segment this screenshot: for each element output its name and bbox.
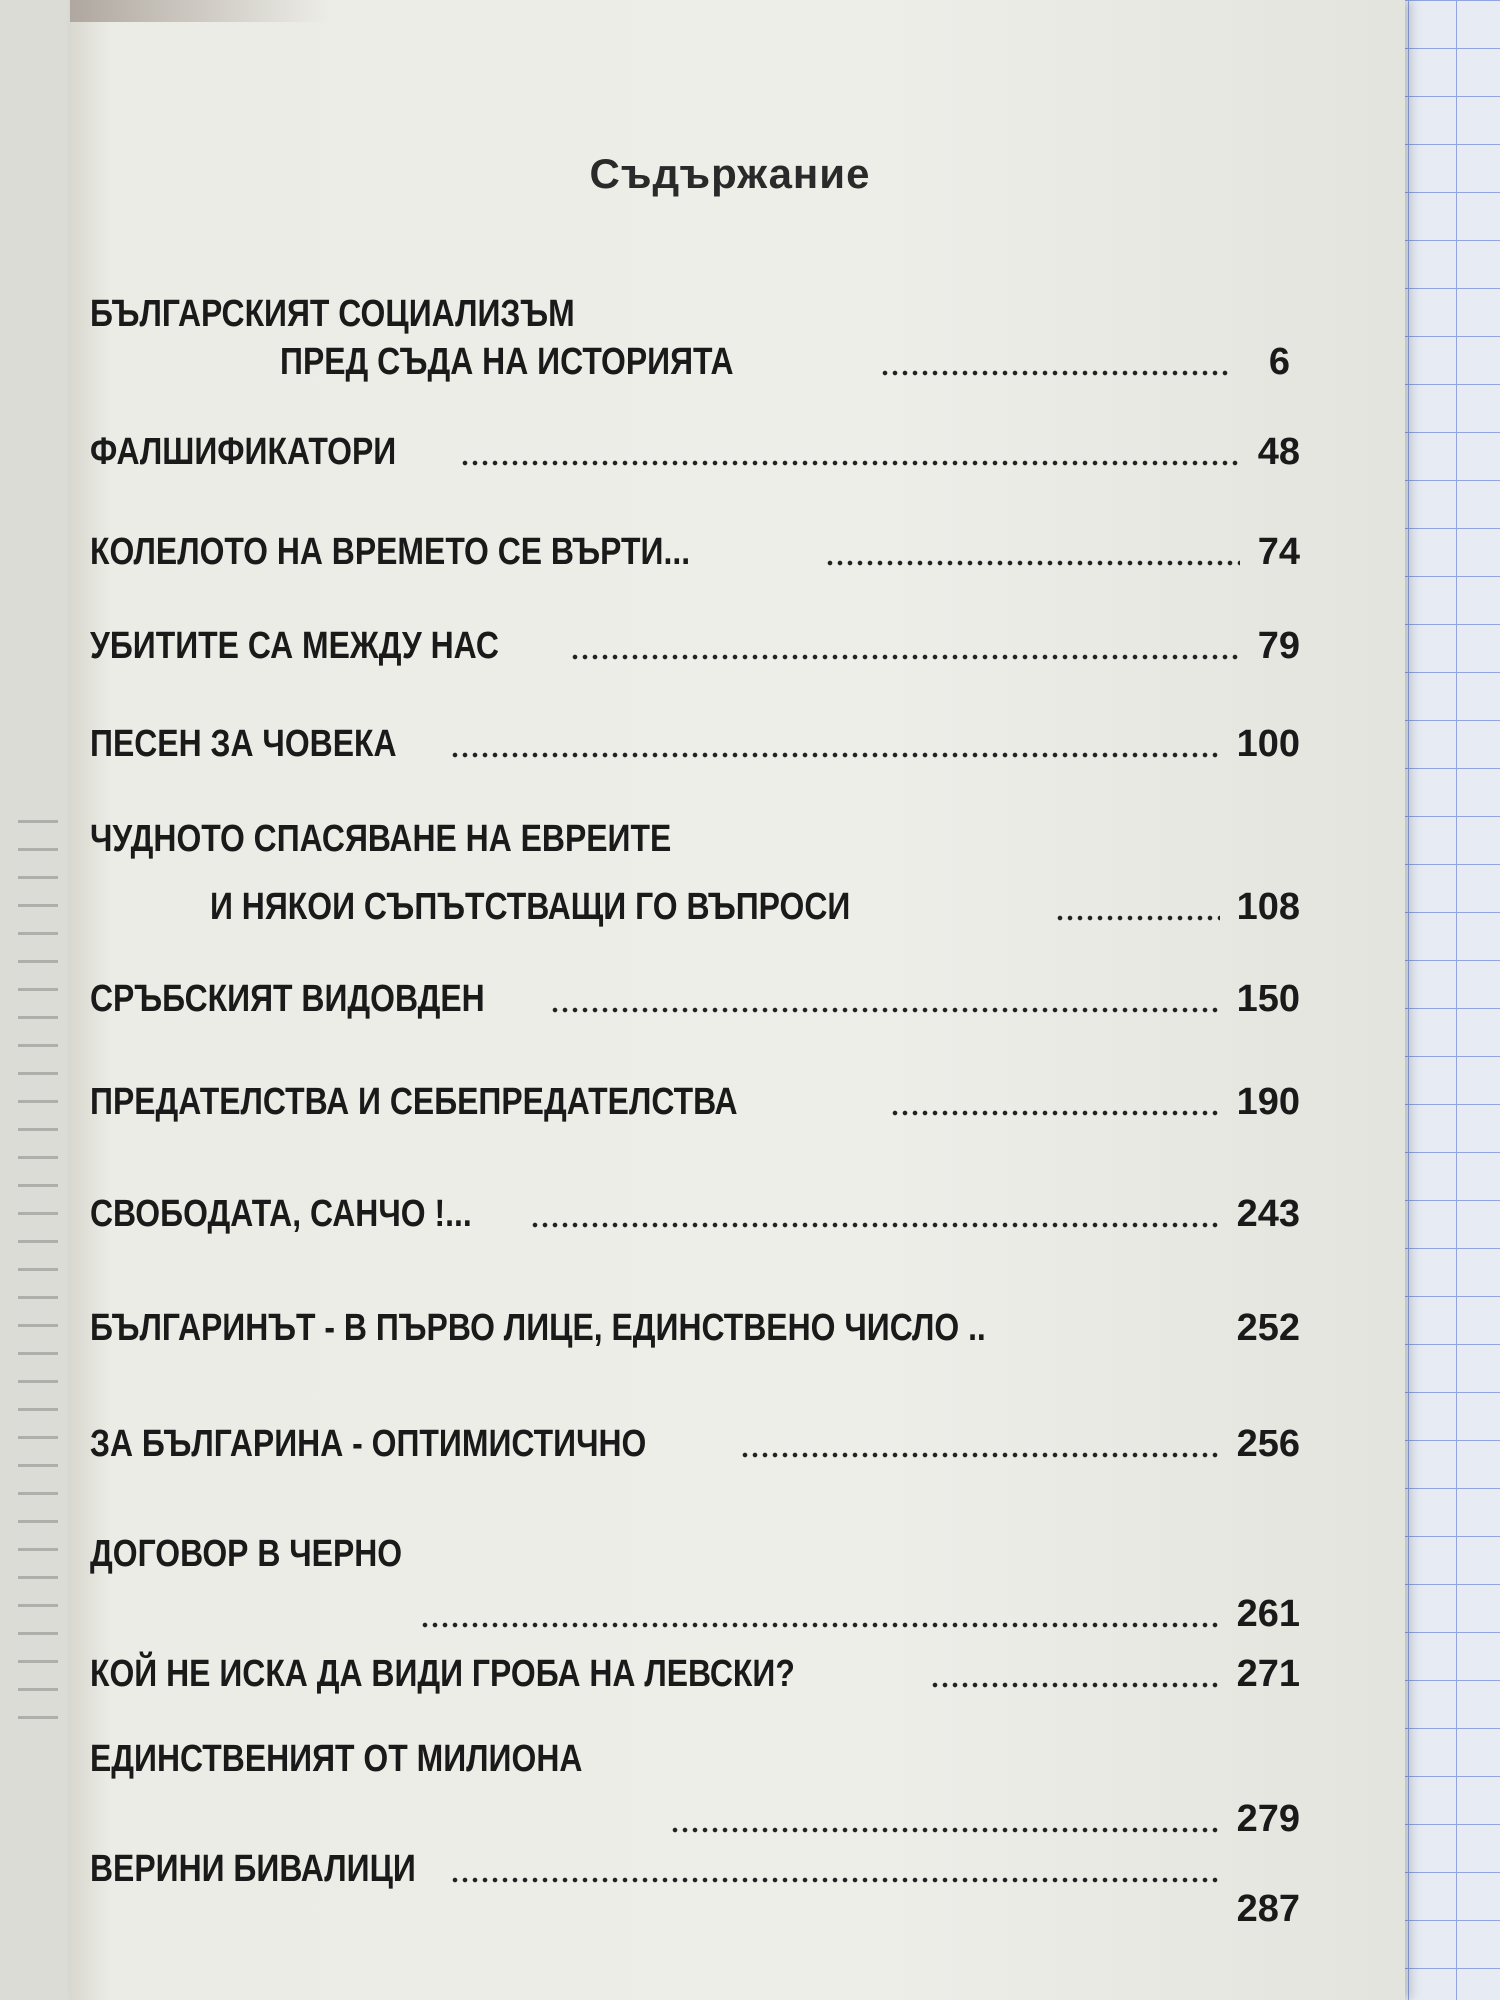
toc-entry-title: ДОГОВОР В ЧЕРНО [90,1533,403,1575]
leader-dots [460,428,1240,476]
toc-page-number: 287 [1236,1888,1300,1930]
leader-dots [570,622,1240,670]
toc-entry-title: ЕДИНСТВЕНИЯТ ОТ МИЛИОНА [90,1738,583,1780]
toc-entry [90,528,1300,576]
toc-entry [90,1845,1300,1930]
leader-dots [450,1845,1220,1893]
toc-entry-title: ПРЕДАТЕЛСТВА И СЕБЕПРЕДАТЕЛСТВА [90,1081,738,1123]
toc-entry-title: ЧУДНОТО СПАСЯВАНЕ НА ЕВРЕИТЕ [90,818,672,860]
toc-entry [90,1650,1300,1698]
toc-entry-title: БЪЛГАРИНЪТ - В ПЪРВО ЛИЦЕ, ЕДИНСТВЕНО ЧИСЛО .. [90,1307,986,1349]
leader-dots [450,720,1220,768]
table-of-contents [90,0,1350,2000]
leader-dots [880,338,1230,386]
toc-page-number: 74 [1257,531,1300,573]
toc-page-number: 48 [1257,431,1300,473]
toc-page-number: 252 [1236,1307,1300,1349]
toc-page-number: 190 [1236,1081,1300,1123]
toc-page-number: 261 [1236,1593,1300,1635]
toc-page-number: 243 [1236,1193,1300,1235]
leader-dots [670,1795,1220,1843]
toc-entry-title: СРЪБСКИЯТ ВИДОВДЕН [90,978,485,1020]
toc-entry [90,428,1300,476]
toc-page-number: 108 [1236,886,1300,928]
leader-dots [930,1650,1220,1698]
toc-entry [90,1304,1300,1352]
leader-dots [740,1420,1220,1468]
toc-entry-title: ПЕСЕН ЗА ЧОВЕКА [90,723,397,765]
leader-dots [825,528,1240,576]
toc-entry [90,975,1300,1023]
toc-entry-title: ЗА БЪЛГАРИНА - ОПТИМИСТИЧНО [90,1423,647,1465]
leader-dots [1055,883,1220,931]
toc-entry [90,1420,1300,1468]
facing-page-text-bleed [18,820,58,1720]
toc-entry [90,622,1300,670]
toc-entry [90,1078,1300,1126]
toc-entry [90,1530,1300,1638]
toc-title: Съдържание [589,150,871,197]
leader-dots [420,1590,1220,1638]
toc-entry [90,1190,1300,1238]
toc-entry-title: БЪЛГАРСКИЯТ СОЦИАЛИЗЪМ [90,293,575,335]
toc-entry-title: И НЯКОИ СЪПЪТСТВАЩИ ГО ВЪПРОСИ [210,886,851,928]
toc-page-number: 271 [1236,1653,1300,1695]
book-page [70,0,1405,2000]
toc-entry [90,815,1300,931]
leader-dots [530,1190,1220,1238]
toc-page-number: 6 [1268,341,1290,383]
toc-entry-title: КОЛЕЛОТО НА ВРЕМЕТО СЕ ВЪРТИ... [90,531,691,573]
toc-page-number: 256 [1236,1423,1300,1465]
toc-entry-title: ВЕРИНИ БИВАЛИЦИ [90,1848,416,1890]
facing-page-edge [0,0,73,2000]
leader-dots [890,1078,1220,1126]
toc-entry-title: ФАЛШИФИКАТОРИ [90,431,397,473]
toc-page-number: 79 [1257,625,1300,667]
toc-page-number: 279 [1236,1798,1300,1840]
toc-entry [90,1735,1300,1843]
toc-page-number: 150 [1236,978,1300,1020]
toc-entry-title: КОЙ НЕ ИСКА ДА ВИДИ ГРОБА НА ЛЕВСКИ? [90,1653,795,1695]
toc-entry [90,720,1300,768]
toc-entry-title: СВОБОДАТА, САНЧО !... [90,1193,472,1235]
toc-entry-title: ПРЕД СЪДА НА ИСТОРИЯТА [280,341,734,383]
leader-dots [550,975,1220,1023]
toc-entry-title: УБИТИТЕ СА МЕЖДУ НАС [90,625,499,667]
toc-page-number: 100 [1236,723,1300,765]
toc-entry [90,290,1300,386]
